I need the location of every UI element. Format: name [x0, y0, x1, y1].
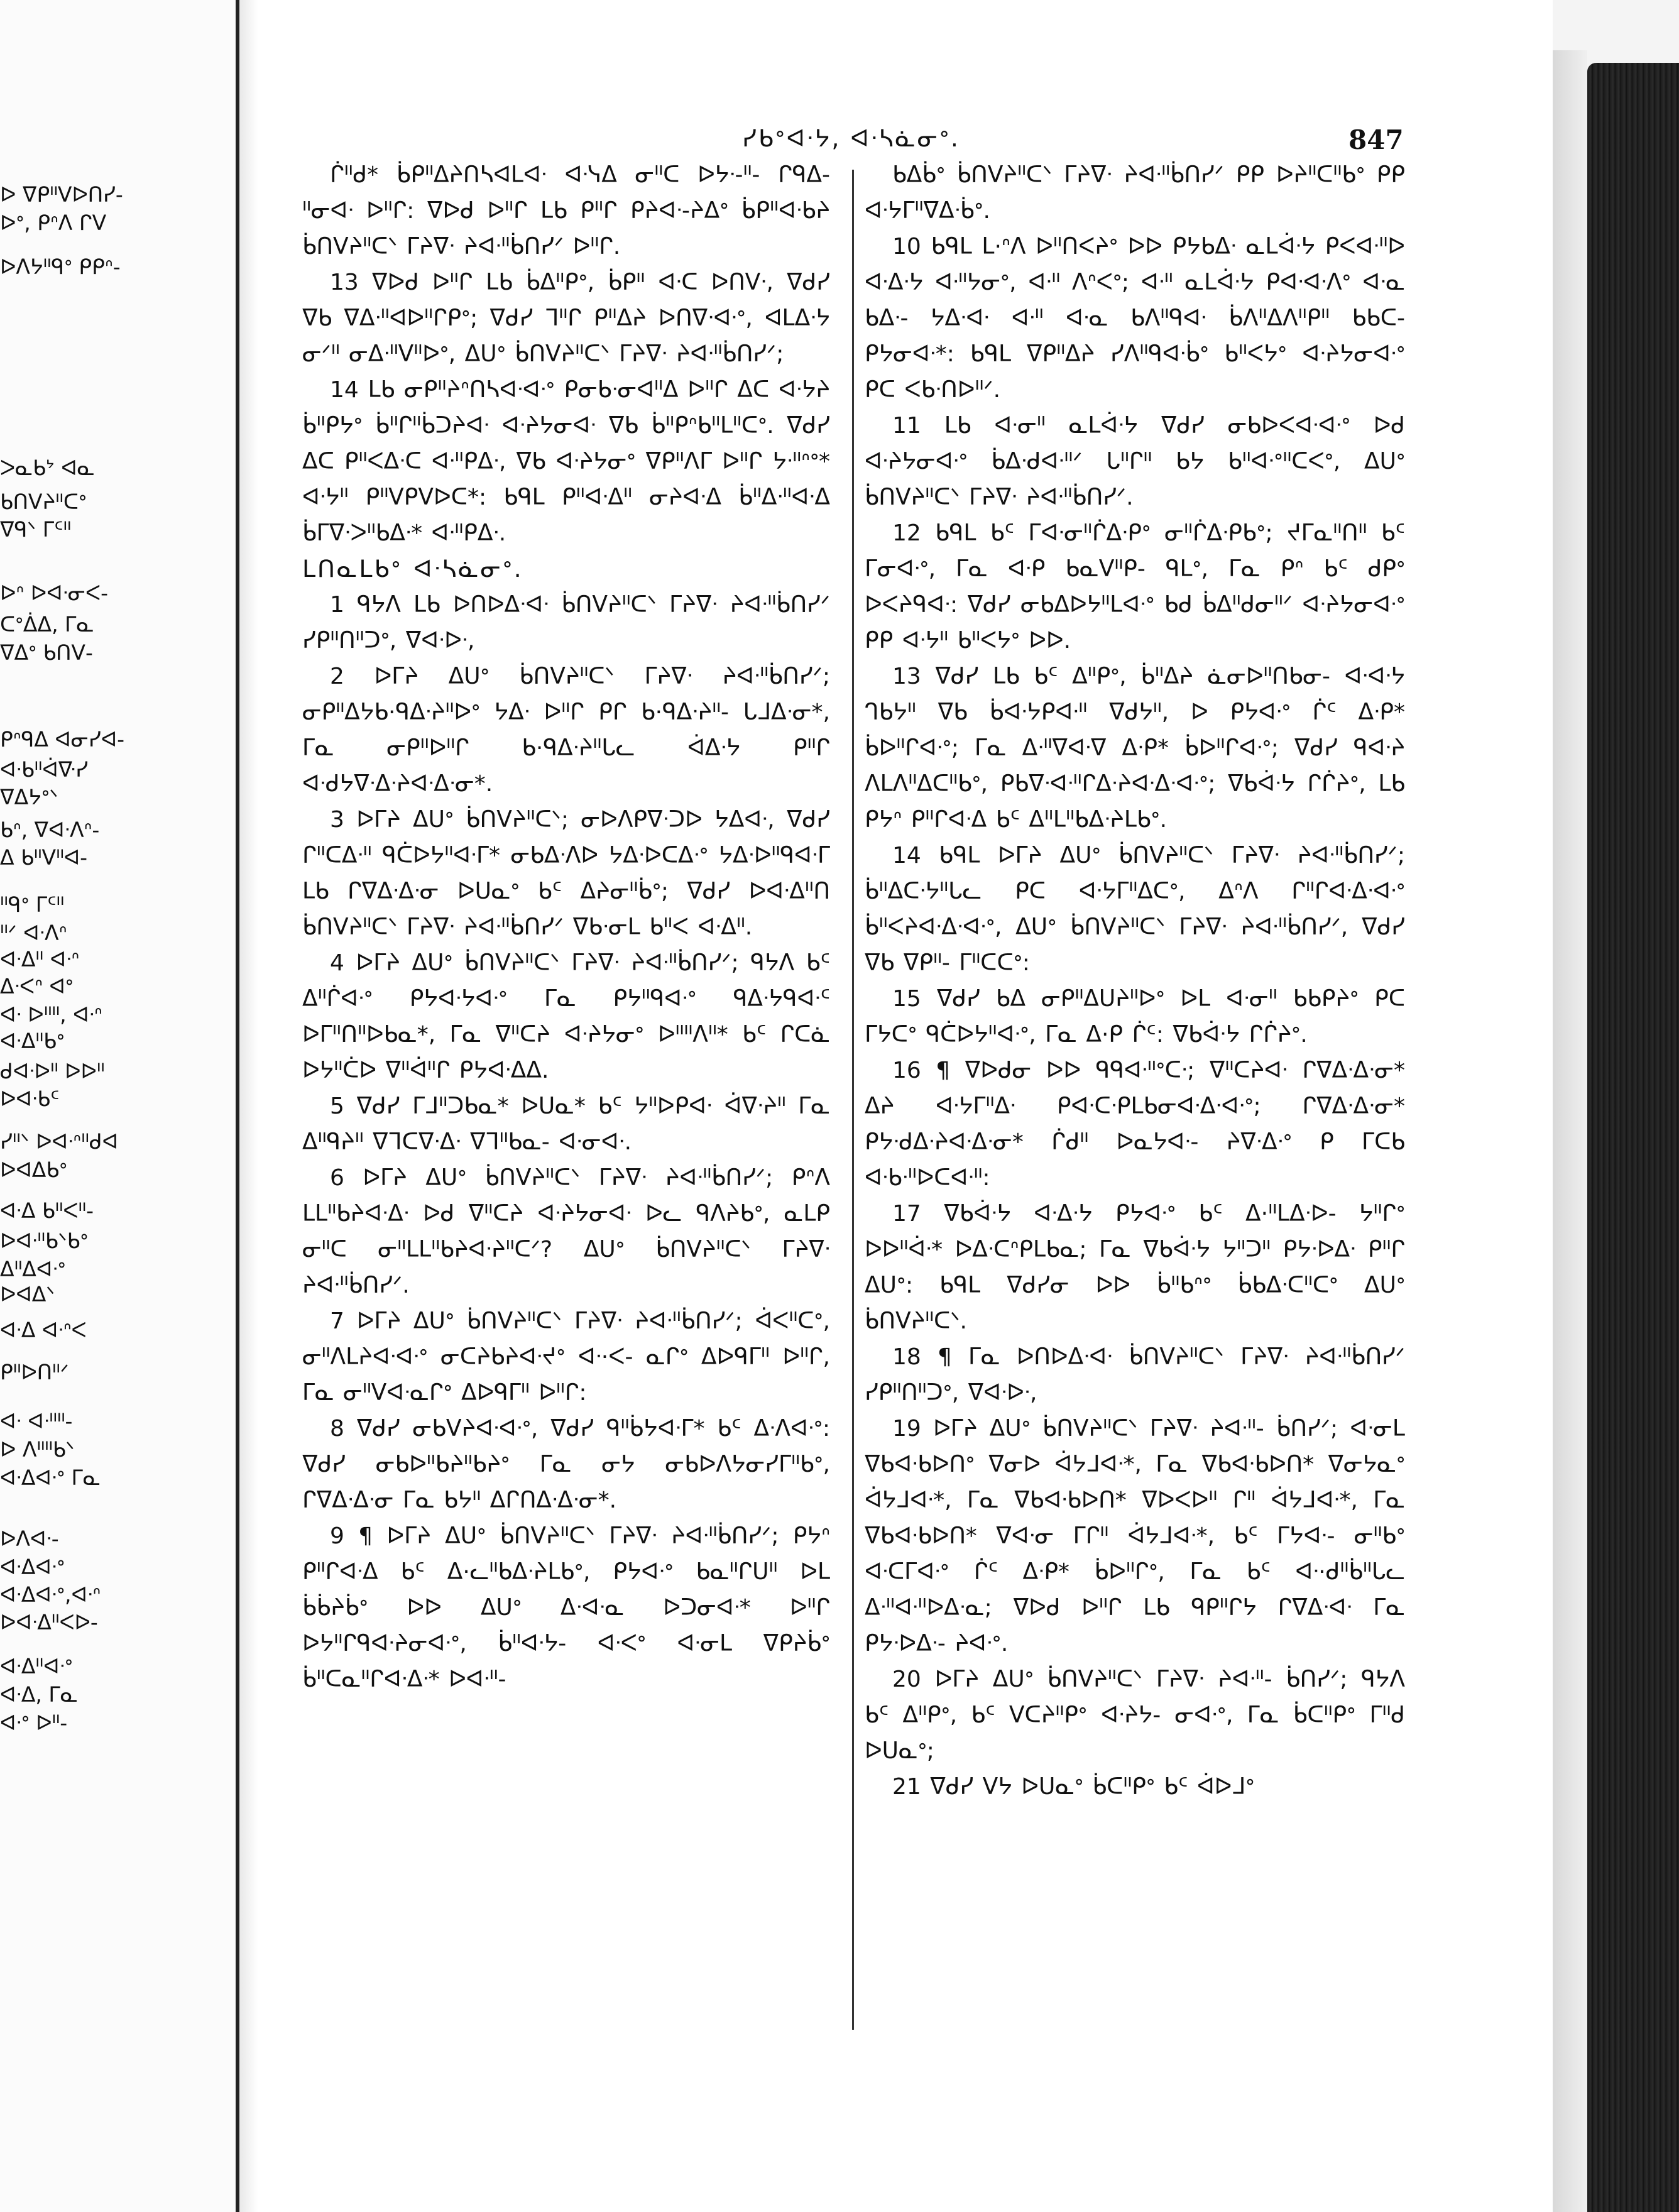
paragraph: 13 ᐁᐅᑯ ᐅᐦᒋ ᒪᑲ ᑳᐃᐦᑭᐤ, ᑳᑭᐦ ᐊᐧᑕ ᐅᑎᐯᐧ, ᐁᑯᓯ ᐁᑲ ᐁᐃᐧᐦᐊᐅᐦᒋᑭᐤ; ᐁᑯᓯ ᒣᐦᒋ ᑭᐦᐃᔨ ᐅᑎᐁᐧᐊᐧᐤ, ᐊᒪᐃᐧᔭ ᓂᐟᐦ ᓂᐃᐧᐦᐯᐦᐅᐤ, ᐃᑌᐤ ᑳᑎᐯᔨᐦᑕᐠ ᒥᔨᐁᐧ ᔨᐊᐧᐦᑳᑎᓯᐟ;	[302, 270, 830, 367]
left-page-line: ᐁᑫᐠ ᒥᑦᐦ	[0, 517, 72, 542]
left-page-line: ᐅᐊᐃᐠ	[0, 1282, 55, 1306]
left-page-line: ᐊᐧᐃ ᑲᐦᐸᐦ-	[0, 1198, 94, 1223]
paragraph: 11 ᒪᑲ ᐊᐧᓂᐦ ᓇᒪᐋᐧᔭ ᐁᑯᓯ ᓂᑲᐅᐸᐊᐧᐊᐧᐤ ᐅᑯ ᐊᐧᔨᔭᓂᐊᐧᐤ ᑳᐃᐧᑯᐊᐧᐦᐟ ᒐᐦᒋᐦ ᑲᔭ ᑲᐦᐊᐧᐤᐦᑕᐸᐤ, ᐃᑌᐤ ᑳᑎᐯᔨᐦᑕᐠ ᒥᔨᐁᐧ ᔨᐊᐧᐦᑳᑎᓯᐟ.	[865, 413, 1405, 510]
left-page-line: ᐦᑫᐤ ᒥᑦᐦ	[0, 892, 65, 917]
text-block-after-chapter	[302, 587, 830, 1697]
text-block-right	[865, 157, 1405, 1805]
left-page-line: ᐊᐧᐃ, ᒥᓇ	[0, 1682, 78, 1707]
left-page-line: ᐅᐱᐊᐧ-	[0, 1526, 59, 1551]
left-page-line: ᐊᐧᐃᐦ ᐊᐧᐢ	[0, 947, 80, 972]
paragraph: 18 ¶ ᒥᓇ ᐅᑎᐅᐃᐧᐊᐧ ᑳᑎᐯᔨᐦᑕᐠ ᒥᔨᐁᐧ ᔨᐊᐧᐦᑳᑎᓯᐟ ᓯᑭᐦᑎᐦᑐᐤ, ᐁᐊᐧᐅᐧ,	[865, 1344, 1405, 1406]
paragraph: 4 ᐅᒥᔨ ᐃᑌᐤ ᑳᑎᐯᔨᐦᑕᐠ ᒥᔨᐁᐧ ᔨᐊᐧᐦᑳᑎᓯᐟ; ᑫᔭᐱ ᑲᑦ ᐃᐦᒌᐊᐧᐤ ᑭᔭᐊᐧᔭᐊᐧᐤ ᒥᓇ ᑭᔭᐦᑫᐊᐧᐤ ᑫᐃᐧᔭᑫᐊᐧᑦ ᐅᒥᐦᑎᐦᐅᑲᓇ*, ᒥᓇ ᐁᐦᑕᔨ ᐊᐧᔨᔭᓂᐤ ᐅᐦᐦᐱᐦ* ᑲᑦ ᒋᑕᓈ ᐅᔭᐦᑖᐅ ᐁᐦᐋᐦᒋ ᑭᔭᐊᐧᐃᐃ.	[302, 950, 830, 1083]
left-page-line: ᐅᐤ, ᑭᐢᐱ ᒋᐯ	[0, 211, 107, 235]
paragraph: 15 ᐁᑯᓯ ᑲᐃ ᓂᑭᐦᐃᑌᔨᐦᐅᐤ ᐅᒪ ᐊᐧᓂᐦ ᑲᑲᑭᔨᐤ ᑭᑕ ᒥᔭᑕᐤ ᑫᑖᐅᔭᐦᐊᐧᐤ, ᒥᓇ ᐃ·ᑭ ᒌᑦ: ᐁᑲᐋᐧᔭ ᒋᒌᔨᐤ.	[865, 986, 1405, 1048]
left-column	[302, 157, 830, 1697]
left-page-line: ᐃ ᑲᐦᐯᐦᐊ-	[0, 845, 88, 870]
paragraph: 5 ᐁᑯᓯ ᒥᒧᐦᑐᑲᓇ* ᐅᑌᓇ* ᑲᑦ ᔭᐦᐅᑭᐊᐧ ᐋᐁᐧᔨᐦ ᒥᓇ ᐃᐦᑫᔨᐦ ᐁᒣᑕᐁᐧᐃᐧ ᐁᒣᐦᑲᓇ- ᐊᐧᓂᐊᐧ.	[302, 1093, 830, 1155]
column-divider	[852, 170, 854, 2030]
paragraph: 8 ᐁᑯᓯ ᓂᑲᐯᔨᐊᐧᐊᐧᐤ, ᐁᑯᓯ ᑫᐦᑳᔭᐊᐧᒥ* ᑲᑦ ᐃᐧᐱᐊᐧᐤ: ᐁᑯᓯ ᓂᑲᐅᐦᑲᔨᐦᑲᔨᐤ ᒥᓇ ᓂᔭ ᓂᑲᐅᐱᔭᓂᓯᒥᐦᑲᐤ, ᒋᐁᐃᐧᐃᐧᓂ ᒥᓇ ᑲᔭᐦ ᐃᒋᑎᐃᐧᐃᐧᓂ*.	[302, 1416, 830, 1513]
left-page-line: ᐊᐧᐃᐦᐊᐧᐤ	[0, 1654, 73, 1678]
left-page-line: ᐳᓇᑲᔾ ᐊᓇ	[0, 456, 95, 480]
paragraph: 13 ᐁᑯᓯ ᒪᑲ ᑲᑦ ᐃᐦᑭᐤ, ᑳᐦᐃᔨ ᓈᓂᐅᐦᑎᑲᓂ- ᐊᐧᐊᐧᔭ ᒉᑲᔭᐦ ᐁᑲ ᑳᐊᐧᔭᑭᐊᐧᐦ ᐁᑯᔭᐦ, ᐅ ᑭᔭᐊᐧᐤ ᒌᑦ ᐃᐧᑭ* ᑳᐅᐦᒋᐊᐧᐤ; ᒥᓇ ᐃᐧᐦᐁᐊᐧᐁ ᐃᐧᑭ* ᑳᐅᐦᒋᐊᐧᐤ; ᐁᑯᓯ ᑫᐊᐧᔨ ᐱᒪᐱᐦᐃᑕᐦᑲᐤ, ᑭᑲᐁᐧᐊᐧᐦᒋᐃᐧᔨᐊᐧᐃᐧᐊᐧᐤ; ᐁᑲᐋᐧᔭ ᒋᒌᔨᐤ, ᒪᑲ ᑭᔭᐢ ᑭᐦᒋᐊᐧᐃ ᑲᑦ ᐃᐦᒪᐦᑲᐃᐧᔨᒪᑲᐤ.	[865, 664, 1405, 833]
paragraph: 14 ᑲᑫᒪ ᐅᒥᔨ ᐃᑌᐤ ᑳᑎᐯᔨᐦᑕᐠ ᒥᔨᐁᐧ ᔨᐊᐧᐦᑳᑎᓯᐟ; ᑳᐦᐃᑕᐧᔭᐦᒐᓚ ᑭᑕ ᐊᐧᔭᒥᐦᐃᑕᐤ, ᐃᐢᐱ ᒋᐦᒋᐊᐧᐃᐧᐊᐧᐤ ᑳᐦᐸᔨᐊᐧᐃᐧᐊᐧᐤ, ᐃᑌᐤ ᑳᑎᐯᔨᐦᑕᐠ ᒥᔨᐁᐧ ᔨᐊᐧᐦᑳᑎᓯᐟ, ᐁᑯᓯ ᐁᑲ ᐁᑭᐦ- ᒥᐦᑕᑕᐤ:	[865, 843, 1405, 976]
left-page-line: ᐊᐧᑲᐦᐋᐍᓯ	[0, 757, 89, 782]
right-page	[258, 0, 1553, 2212]
right-column	[865, 157, 1405, 1805]
paragraph: 9 ¶ ᐅᒥᔨ ᐃᑌᐤ ᑳᑎᐯᔨᐦᑕᐠ ᒥᔨᐁᐧ ᔨᐊᐧᐦᑳᑎᓯᐟ; ᑭᔭᐢ ᑭᐦᒋᐊᐧᐃ ᑲᑦ ᐃ·ᓚᐦᑲᐃᐧᔨᒪᑲᐤ, ᑭᔭᐊᐧᐤ ᑲᓇᐦᒋᑌᐦ ᐅᒪ ᑳᑳᔨᑳᐤ ᐅᐅ ᐃᑌᐤ ᐃᐧᐊᐧᓇ ᐅᑐᓂᐊᐧ* ᐅᐦᒋ ᐅᔭᐦᒋᑫᐊᐧᔨᓂᐊᐧᐤ, ᑳᐦᐊᐧᔭ- ᐊᐧᐸᐤ ᐊᐧᓂᒪ ᐁᑭᔨᑳᐤ ᑳᐦᑕᓇᐦᒋᐊᐧᐃᐧ* ᐅᐊᐧᐦ-	[302, 1523, 830, 1692]
chapter-heading: ᒪᑎᓇᒪᑲᐤ ᐊᐧᓴᓈᓂᐤ.	[302, 555, 523, 583]
text-block-before-chapter	[302, 157, 830, 551]
left-page-line: ᐅᐊᐃᑲᐤ	[0, 1158, 67, 1182]
left-page-line: ᐦᐟ ᐊᐧᐱᐢ	[0, 921, 67, 945]
left-page-line: ᑭᐦᐅᑎᐦᐟ	[0, 1360, 69, 1384]
left-page-line: ᐁᐃᐤ ᑲᑎᐯ-	[0, 640, 93, 665]
page-number: 847	[1348, 124, 1404, 155]
left-page-line: ᓯᐦᐠ ᐅᐊᐧᐢᐦᑯᐊ	[0, 1129, 118, 1154]
left-page-line: ᐅᐊᐧᐃᐦᐸᐅ-	[0, 1610, 98, 1634]
book-cover-edge	[1587, 63, 1679, 2212]
left-page-line: ᐊᐧᐃᐊᐧᐤ,ᐊᐧᐢ	[0, 1582, 101, 1607]
running-title: ᓯᑲᐤᐊᐧᔭ, ᐊᐧᓴᓈᓂᐤ.	[742, 124, 960, 152]
left-page-line: ᑭᐢᑫᐃ ᐊᓂᓯᐊ-	[0, 727, 125, 752]
left-page-line: ᐅᐱᔭᐦᑫᐤ ᑭᑭᐢ-	[0, 255, 121, 279]
paragraph: 19 ᐅᒥᔨ ᐃᑌᐤ ᑳᑎᐯᔨᐦᑕᐠ ᒥᔨᐁᐧ ᔨᐊᐧᐦ- ᑳᑎᓯᐟ; ᐊᐧᓂᒪ ᐁᑲᐊᐧᑲᐅᑎᐤ ᐁᓂᐅ ᐋᔭᒧᐊᐧ*, ᒥᓇ ᐁᑲᐊᐧᑲᐅᑎ* ᐁᓂᔭᓇᐤ ᐋᔭᒧᐊᐧ*, ᒥᓇ ᐁᑲᐊᐧᑲᐅᑎ* ᐁᐅᐸᐅᐦ ᒋᐦ ᐋᔭᒧᐊᐧ*, ᒥᓇ ᐁᑲᐊᐧᑲᐅᑎ* ᐁᐊᐧᓂ ᒥᒋᐦ ᐋᔭᒧᐊᐧ*, ᑲᑦ ᒥᔭᐊᐧ- ᓂᐦᑲᐤ ᐊᐧᑕᒥᐊᐧᐤ ᒌᑦ ᐃᐧᑭ* ᑳᐅᐦᒋᐤ, ᒥᓇ ᑲᑦ ᐊᐧ·ᑯᐦᑳᐦᒐᓚ ᐃᐧᐦᐊᐧᐦᐅᐃᐧᓇ; ᐁᐅᑯ ᐅᐦᒋ ᒪᑲ ᑫᑭᐦᒋᔭ ᒋᐁᐃᐧᐊᐧ ᒥᓇ ᑭᔭᐧᐅᐃᐧ- ᔨᐊᐧᐤ.	[865, 1416, 1405, 1656]
left-page-line: ᐅ ᐁᑭᐦᐯᐅᑎᓯ-	[0, 182, 123, 207]
left-page-line: ᐃᐦᐃᐊᐧᐤ	[0, 1257, 66, 1281]
paragraph: 7 ᐅᒥᔨ ᐃᑌᐤ ᑳᑎᐯᔨᐦᑕᐠ ᒥᔨᐁᐧ ᔨᐊᐧᐦᑳᑎᓯᐟ; ᐋᐸᐦᑕᐤ, ᓂᐦᐱᒪᔨᐊᐧᐊᐧᐤ ᓂᑕᔨᑲᔨᐊᐧᔪᐤ ᐊᐧ·ᐸ- ᓇᒋᐤ ᐃᐅᑫᒥᐦ ᐅᐦᒋ, ᒥᓇ ᓂᐦᐯᐊᐧᓇᒋᐤ ᐃᐅᑫᒥᐦ ᐅᐦᒋ:	[302, 1308, 830, 1406]
paragraph: ᑲᐃᑳᐤ ᑳᑎᐯᔨᐦᑕᐠ ᒥᔨᐁᐧ ᔨᐊᐧᐦᑳᑎᓯᐟ ᑭᑭ ᐅᔨᐦᑕᐦᑲᐤ ᑭᑭ ᐊᐧᔭᒥᐦᐁᐃᐧᑳᐤ.	[865, 162, 1405, 224]
left-page-line: ᐅᐊᐧᑲᑦ	[0, 1087, 60, 1111]
left-page-line: ᑯᐊᐧᐅᐦ ᐅᐅᐦ	[0, 1059, 105, 1083]
left-page-line: ᐅᐢ ᐅᐊᐧᓂᐸ-	[0, 581, 108, 605]
paragraph: ᒌᐦᑯ* ᑳᑭᐦᐃᔨᑎᓴᐊᒪᐊᐧ ᐊᐧᓭᐃ ᓂᐦᑕ ᐅᔭᐧ-ᐦ- ᒋᑫᐃ-ᐦᓂᐊᐧ ᐅᐦᒋ: ᐁᐅᑯ ᐅᐦᒋ ᒪᑲ ᑭᐦᒋ ᑭᔨᐊᐧ-ᔨᐃᐤ ᑳᑭᐦᐊᐧᑲᔨ ᑳᑎᐯᔨᐦᑕᐠ ᒥᔨᐁᐧ ᔨᐊᐧᐦᑳᑎᓯᐟ ᐅᐦᒋ.	[302, 162, 830, 260]
paragraph: 16 ¶ ᐁᐅᑯᓂ ᐅᐅ ᑫᑫᐊᐧᐦᐤᑕᐧ; ᐁᐦᑕᔨᐊᐧ ᒋᐁᐃᐧᐃᐧᓂ* ᐃᔨ ᐊᐧᔭᒥᐦᐃᐧ ᑭᐊᐧᑕᐧᑭᒪᑲᓂᐊᐧᐃᐧᐊᐧᐤ; ᒋᐁᐃᐧᐃᐧᓂ* ᑭᔭᐧᑯᐃᐧᔨᐊᐧᐃᐧᓂ* ᒌᑯᐦ ᐅᓇᔭᐊᐧ- ᔨᐁᐧᐃᐧᐤ ᑭ ᒥᑕᑲ ᐊᐧᑲᐧᐦᐅᑕᐊᐧᐦ:	[865, 1058, 1405, 1191]
left-page-line: ᐊᐧᐃᐦᑲᐤ	[0, 1029, 65, 1053]
paragraph: 21 ᐁᑯᓯ ᐯᔭ ᐅᑌᓇᐤ ᑳᑕᐦᑭᐤ ᑲᑦ ᐋᐅᒧᐤ	[892, 1774, 1255, 1800]
paragraph: 14 ᒪᑲ ᓂᑭᐦᔨᐢᑎᓴᐊᐧᐊᐧᐤ ᑭᓂᑲᐧᓂᐊᐦᐃ ᐅᐦᒋ ᐃᑕ ᐊᐧᔭᔨ ᑳᐦᑭᔭᐤ ᑳᐦᒋᐦᑳᑐᔨᐊᐧ ᐊᐧᔨᔭᓂᐊᐧ ᐁᑲ ᑳᐦᑭᐢᑲᐦᒪᐦᑕᐤ. ᐁᑯᓯ ᐃᑕ ᑭᐦᐸᐃᐧᑕ ᐊᐧᐦᑭᐃᐧ, ᐁᑲ ᐊᐧᔨᔭᓂᐤ ᐁᑭᐦᐱᒥ ᐅᐦᒋ ᔭᐧᐦᐢᐤ* ᐊᐧᔭᐦ ᑭᐦᐯᑭᐯᐅᑕ*: ᑲᑫᒪ ᑭᐦᐊᐧᐃᐦ ᓂᔨᐊᐧᐃ ᑳᐦᐃᐧᐦᐊᐧᐃ ᑳᒥᐁᐧᐳᐦᑲᐃᐧ* ᐊᐧᐦᑭᐃᐧ.	[302, 377, 830, 546]
left-page-line: ᐊᐧ ᐊᐧᐦᐦ-	[0, 1409, 73, 1433]
left-page-line: ᑲᐢ, ᐁᐊᐧᐱᐢ-	[0, 818, 100, 842]
page-edge-shadow	[1553, 50, 1587, 2212]
left-page-line: ᐊᐧᐃ ᐊᐧᐢᐸ	[0, 1318, 87, 1342]
left-page-line: ᑕᐤᐄᐃ, ᒥᓇ	[0, 612, 94, 637]
paragraph: 20 ᐅᒥᔨ ᐃᑌᐤ ᑳᑎᐯᔨᐦᑕᐠ ᒥᔨᐁᐧ ᔨᐊᐧᐦ- ᑳᑎᓯᐟ; ᑫᔭᐱ ᑲᑦ ᐃᐦᑭᐤ, ᑲᑦ ᐯᑕᔨᐦᑭᐤ ᐊᐧᔨᔭ- ᓂᐊᐧᐤ, ᒥᓇ ᑳᑕᐦᑭᐤ ᒥᐦᑯ ᐅᑌᓇᐤ;	[865, 1667, 1405, 1764]
left-page-line: ᐃᐧᐸᐢ ᐊᐤ	[0, 974, 74, 999]
paragraph: 6 ᐅᒥᔨ ᐃᑌᐤ ᑳᑎᐯᔨᐦᑕᐠ ᒥᔨᐁᐧ ᔨᐊᐧᐦᑳᑎᓯᐟ; ᑭᐢᐱ ᒪᒪᐦᑲᔨᐊᐧᐃᐧ ᐅᑯ ᐁᐦᑕᔨ ᐊᐧᔨᔭᓂᐊᐧ ᐅᓚ ᑫᐱᔨᑲᐤ, ᓇᒪᑭ ᓂᐦᑕ ᓂᐦᒪᒪᐦᑲᔨᐊᐧᔨᐦᑕᐟ? ᐃᑌᐤ ᑳᑎᐯᔨᐦᑕᐠ ᒥᔨᐁᐧ ᔨᐊᐧᐦᑳᑎᓯᐟ.	[302, 1165, 830, 1298]
book-gutter	[239, 0, 258, 2212]
left-page-line: ᑲᑎᐯᔨᐦᑕᐤ	[0, 490, 87, 514]
left-page-line: ᐊᐧᐤ ᐅᐦ-	[0, 1711, 68, 1735]
paragraph: 3 ᐅᒥᔨ ᐃᑌᐤ ᑳᑎᐯᔨᐦᑕᐠ; ᓂᐅᐱᑭᐁᐧᑐᐅ ᔭᐃᐊᐧ, ᐁᑯᓯ ᒋᐦᑕᐃᐧᐦ ᑫᑖᐅᔭᐦᐊᐧᒥ* ᓂᑲᐃᐧᐱᐅ ᔭᐃᐧᐅᑕᐃᐧᐤ ᔭᐃᐧᐅᐦᑫᐊᐧᒥ ᒪᑲ ᒋᐁᐃᐧᐃᐧᓂ ᐅᑌᓇᐤ ᑲᑦ ᐃᔨᓂᐦᑳᐤ; ᐁᑯᓯ ᐅᐊᐧᐃᐦᑎ ᑳᑎᐯᔨᐦᑕᐠ ᒥᔨᐁᐧ ᔨᐊᐧᐦᑳᑎᓯᐟ ᐁᑲᐧᓂᒪ ᑲᐦᐸ ᐊᐧᐃᐦ.	[302, 807, 830, 940]
paragraph: 2 ᐅᒥᔨ ᐃᑌᐤ ᑳᑎᐯᔨᐦᑕᐠ ᒥᔨᐁᐧ ᔨᐊᐧᐦᑳᑎᓯᐟ; ᓂᑭᐦᐃᔭᑲ·ᑫᐃᐧᔨᐦᐅᐤ ᔭᐃᐧ ᐅᐦᒋ ᑭᒋ ᑲ·ᑫᐃᐧᔨᐦ- ᒐᒧᐃᐧᓂ*, ᒥᓇ ᓂᑭᐦᐅᐦᒋ ᑲ·ᑫᐃᐧᔨᐦᒐᓚ ᐋᐃᐧᔭ ᑭᐦᒋ ᐊᐧᑯᔭᐁᐧᐃᐧᔨᐊᐧᐃᐧᓂ*.	[302, 664, 830, 797]
left-page-line: ᐅᐊᐧᐦᑲᐠᑲᐤ	[0, 1229, 89, 1253]
paragraph: 12 ᑲᑫᒪ ᑲᑦ ᒥᐊᐧᓂᐦᒌᐃᐧᑭᐤ ᓂᐦᒌᐃᐧᑭᑲᐤ; ᔪᒥᓇᐦᑎᐦ ᑲᑦ ᒥᓂᐊᐧᐤ, ᒥᓇ ᐊᐧᑭ ᑲᓇᐯᐦᑭ- ᑫᒪᐤ, ᒥᓇ ᑭᐢ ᑲᑦ ᑯᑭᐤ ᐅᐸᔨᑫᐊᐧ: ᐁᑯᓯ ᓂᑲᐃᐅᔭᐦᒪᐊᐧᐤ ᑲᑯ ᑳᐃᐦᑯᓂᐦᐟ ᐊᐧᔨᔭᓂᐊᐧᐤ ᑭᑭ ᐊᐧᔭᐦ ᑲᐦᐸᔭᐤ ᐅᐅ.	[865, 520, 1405, 654]
left-page-line: ᐊᐧᐃᐊᐧᐤ	[0, 1555, 65, 1579]
left-page-line: ᐅ ᐱᐦᐦᑲᐠ	[0, 1437, 75, 1462]
left-page-line: ᐊᐧ ᐅᐦᐦ, ᐊᐧᐢ	[0, 1002, 102, 1027]
left-page-line: ᐁᐃᔭᐤᐠ	[0, 785, 58, 809]
paragraph: 10 ᑲᑫᒪ ᒪ·ᐢᐱ ᐅᐦᑎᐸᔨᐤ ᐅᐅ ᑭᔭᑲᐃᐧ ᓇᒪᐋᐧᔭ ᑭᐸᐊᐧᐦᐅ ᐊᐧᐃᐧᔭ ᐊᐧᐦᔭᓂᐤ, ᐊᐧᐦ ᐱᐢᐸᐤ; ᐊᐧᐦ ᓇᒪᐋᐧᔭ ᑭᐊᐧᐊᐧᐱᐤ ᐊᐧᓇ ᑲᐃᐧ- ᔭᐃᐧᐊᐧ ᐊᐧᐦ ᐊᐧᓇ ᑲᐱᐦᑫᐊᐧ ᑳᐱᐦᐃᐱᐦᑭᐦ ᑲᑲᑕ- ᑭᔭᓂᐊᐧ*: ᑲᑫᒪ ᐁᑭᐦᐃᔨ ᓯᐱᐦᑫᐊᐧᑳᐤ ᑲᐦᐸᔭᐤ ᐊᐧᔨᔭᓂᐊᐧᐤ ᑭᑕ ᐸᑲᐧᑎᐅᐦᐟ.	[865, 234, 1405, 403]
left-page-line: ᐊᐧᐃᐊᐧᐤ ᒥᓇ	[0, 1465, 101, 1490]
paragraph: 17 ᐁᑲᐋᐧᔭ ᐊᐧᐃᐧᔭ ᑭᔭᐊᐧᐤ ᑲᑦ ᐃ·ᐦᒪᐃᐧᐅ- ᔭᐦᒋᐤ ᐅᐅᐦᐋᐧ* ᐅᐃᐧᑕᐢᑭᒪᑲᓇ; ᒥᓇ ᐁᑲᐋᐧᔭ ᔭᐦᑐᐦ ᑭᔭᐧᐅᐃᐧ ᑭᐦᒋ ᐃᑌᐤ: ᑲᑫᒪ ᐁᑯᓯᓂ ᐅᐅ ᑳᐦᑲᐢᐤ ᑳᑲᐃᐧᑕᐦᑕᐤ ᐃᑌᐤ ᑳᑎᐯᔨᐦᑕᐠ.	[865, 1201, 1405, 1334]
left-page	[0, 0, 239, 2212]
paragraph: 1 ᑫᔭᐱ ᒪᑲ ᐅᑎᐅᐃᐧᐊᐧ ᑳᑎᐯᔨᐦᑕᐠ ᒥᔨᐁᐧ ᔨᐊᐧᐦᑳᑎᓯᐟ ᓯᑭᐦᑎᐦᑐᐤ, ᐁᐊᐧᐅᐧ,	[302, 592, 830, 654]
